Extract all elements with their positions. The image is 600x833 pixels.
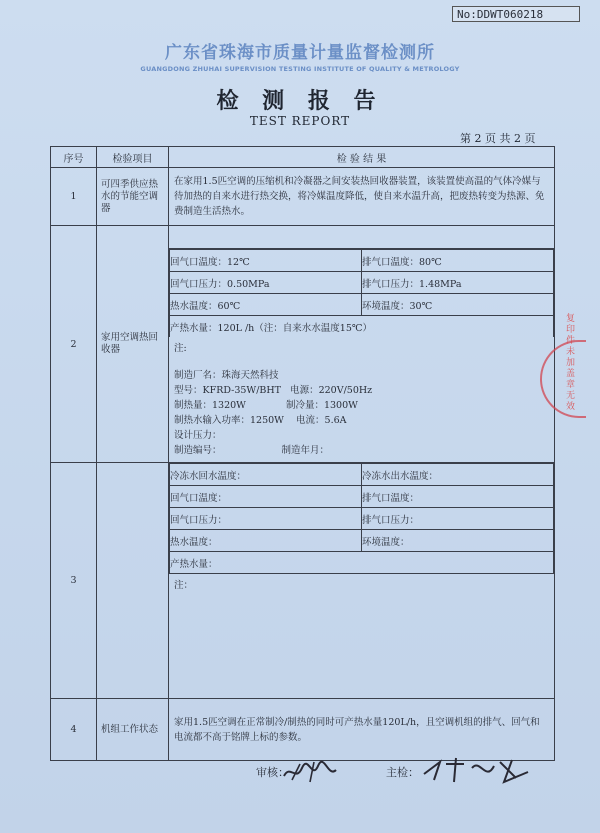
hot-water-output: 产热水量： — [170, 552, 554, 574]
manufacture-date: 制造年月： — [281, 445, 330, 456]
model: 型号：KFRD-35W/BHT — [174, 385, 282, 396]
reviewer-label: 审核： — [256, 766, 289, 779]
report-number: No:DDWT060218 — [452, 6, 580, 22]
row-number: 2 — [51, 226, 97, 463]
header-result: 检 验 结 果 — [169, 147, 555, 168]
design-pressure: 设计压力： — [174, 430, 222, 441]
exhaust-pressure: 排气口压力：1.48MPa — [362, 272, 554, 294]
hot-water-temp: 热水温度：60℃ — [170, 294, 362, 316]
table-row — [51, 463, 555, 699]
hot-water-output: 产热水量：120L /h（注：自来水水温度15℃） — [170, 316, 554, 338]
row-number: 1 — [51, 168, 97, 226]
manufacturer: 制造厂名：珠海天然科技 — [174, 370, 279, 381]
return-temp: 回气口温度：12℃ — [170, 250, 362, 272]
row-number: 4 — [51, 699, 97, 761]
table-row — [51, 699, 555, 761]
cooling-capacity: 制冷量：1300W — [285, 400, 358, 411]
ambient-temp: 环境温度： — [362, 530, 554, 552]
exhaust-temp: 排气口温度： — [362, 486, 554, 508]
report-title-cn: 检 测 报 告 — [216, 88, 384, 114]
return-pressure: 回气口压力：0.50MPa — [170, 272, 362, 294]
note-label: 注： — [174, 580, 194, 591]
row-result: 在家用1.5匹空调的压缩机和冷凝器之间安装热回收器装置，该装置使高温的气体冷媒与待加热的自来水进行热交换，将冷媒温度降低，使自来水温升高，把废热转变为热源、免费制造生活热水。 — [169, 168, 555, 226]
chilled-water-out-temp: 冷冻水出水温度： — [362, 464, 554, 486]
table-header-row — [51, 147, 555, 168]
return-pressure: 回气口压力： — [170, 508, 362, 530]
row-item: 机组工作状态 — [97, 699, 169, 761]
supervisor-signature — [420, 754, 540, 786]
row-result: 家用1.5匹空调在正常制冷/制热的同时可产热水量120L/h，且空调机组的排气、回气和电流都不高于铭牌上标的参数。 — [169, 699, 555, 761]
exhaust-temp: 排气口温度：80℃ — [362, 250, 554, 272]
reviewer-signature — [280, 758, 340, 786]
supervisor-label: 主检： — [386, 766, 419, 779]
header-item: 检验项目 — [97, 147, 169, 168]
row-item: 可四季供应热水的节能空调器 — [97, 168, 169, 226]
header-no: 序号 — [51, 147, 97, 168]
report-title-en: TEST REPORT — [249, 114, 351, 128]
serial-number: 制造编号： — [174, 445, 222, 456]
results-table — [50, 146, 555, 761]
current: 电流：5.6A — [296, 415, 347, 426]
measurement-grid — [169, 463, 554, 574]
hot-water-temp: 热水温度： — [170, 530, 362, 552]
institute-name-cn: 广东省珠海市质量计量监督检测所 — [165, 43, 435, 63]
power-supply: 电源：220V/50Hz — [290, 385, 373, 396]
measurement-grid — [169, 249, 554, 337]
nameplate-notes — [169, 337, 554, 462]
return-temp: 回气口温度： — [170, 486, 362, 508]
chilled-water-in-temp: 冷冻水回水温度： — [170, 464, 362, 486]
heating-capacity: 制热量：1320W — [174, 400, 246, 411]
row-item — [97, 463, 169, 699]
heating-input-power: 制热水输入功率：1250W — [174, 415, 284, 426]
table-row — [51, 168, 555, 226]
row-item: 家用空调热回收器 — [97, 226, 169, 463]
page-info: 第 2 页 共 2 页 — [460, 132, 536, 145]
copy-stamp-note: 复印件未加盖章无效 — [566, 314, 576, 412]
exhaust-pressure: 排气口压力： — [362, 508, 554, 530]
row-number: 3 — [51, 463, 97, 699]
note-label: 注: — [174, 343, 187, 354]
institute-name-en: GUANGDONG ZHUHAI SUPERVISION TESTING INSTITUTE OF QUALITY & METROLOGY — [140, 65, 460, 73]
ambient-temp: 环境温度：30℃ — [362, 294, 554, 316]
table-row — [51, 226, 555, 463]
